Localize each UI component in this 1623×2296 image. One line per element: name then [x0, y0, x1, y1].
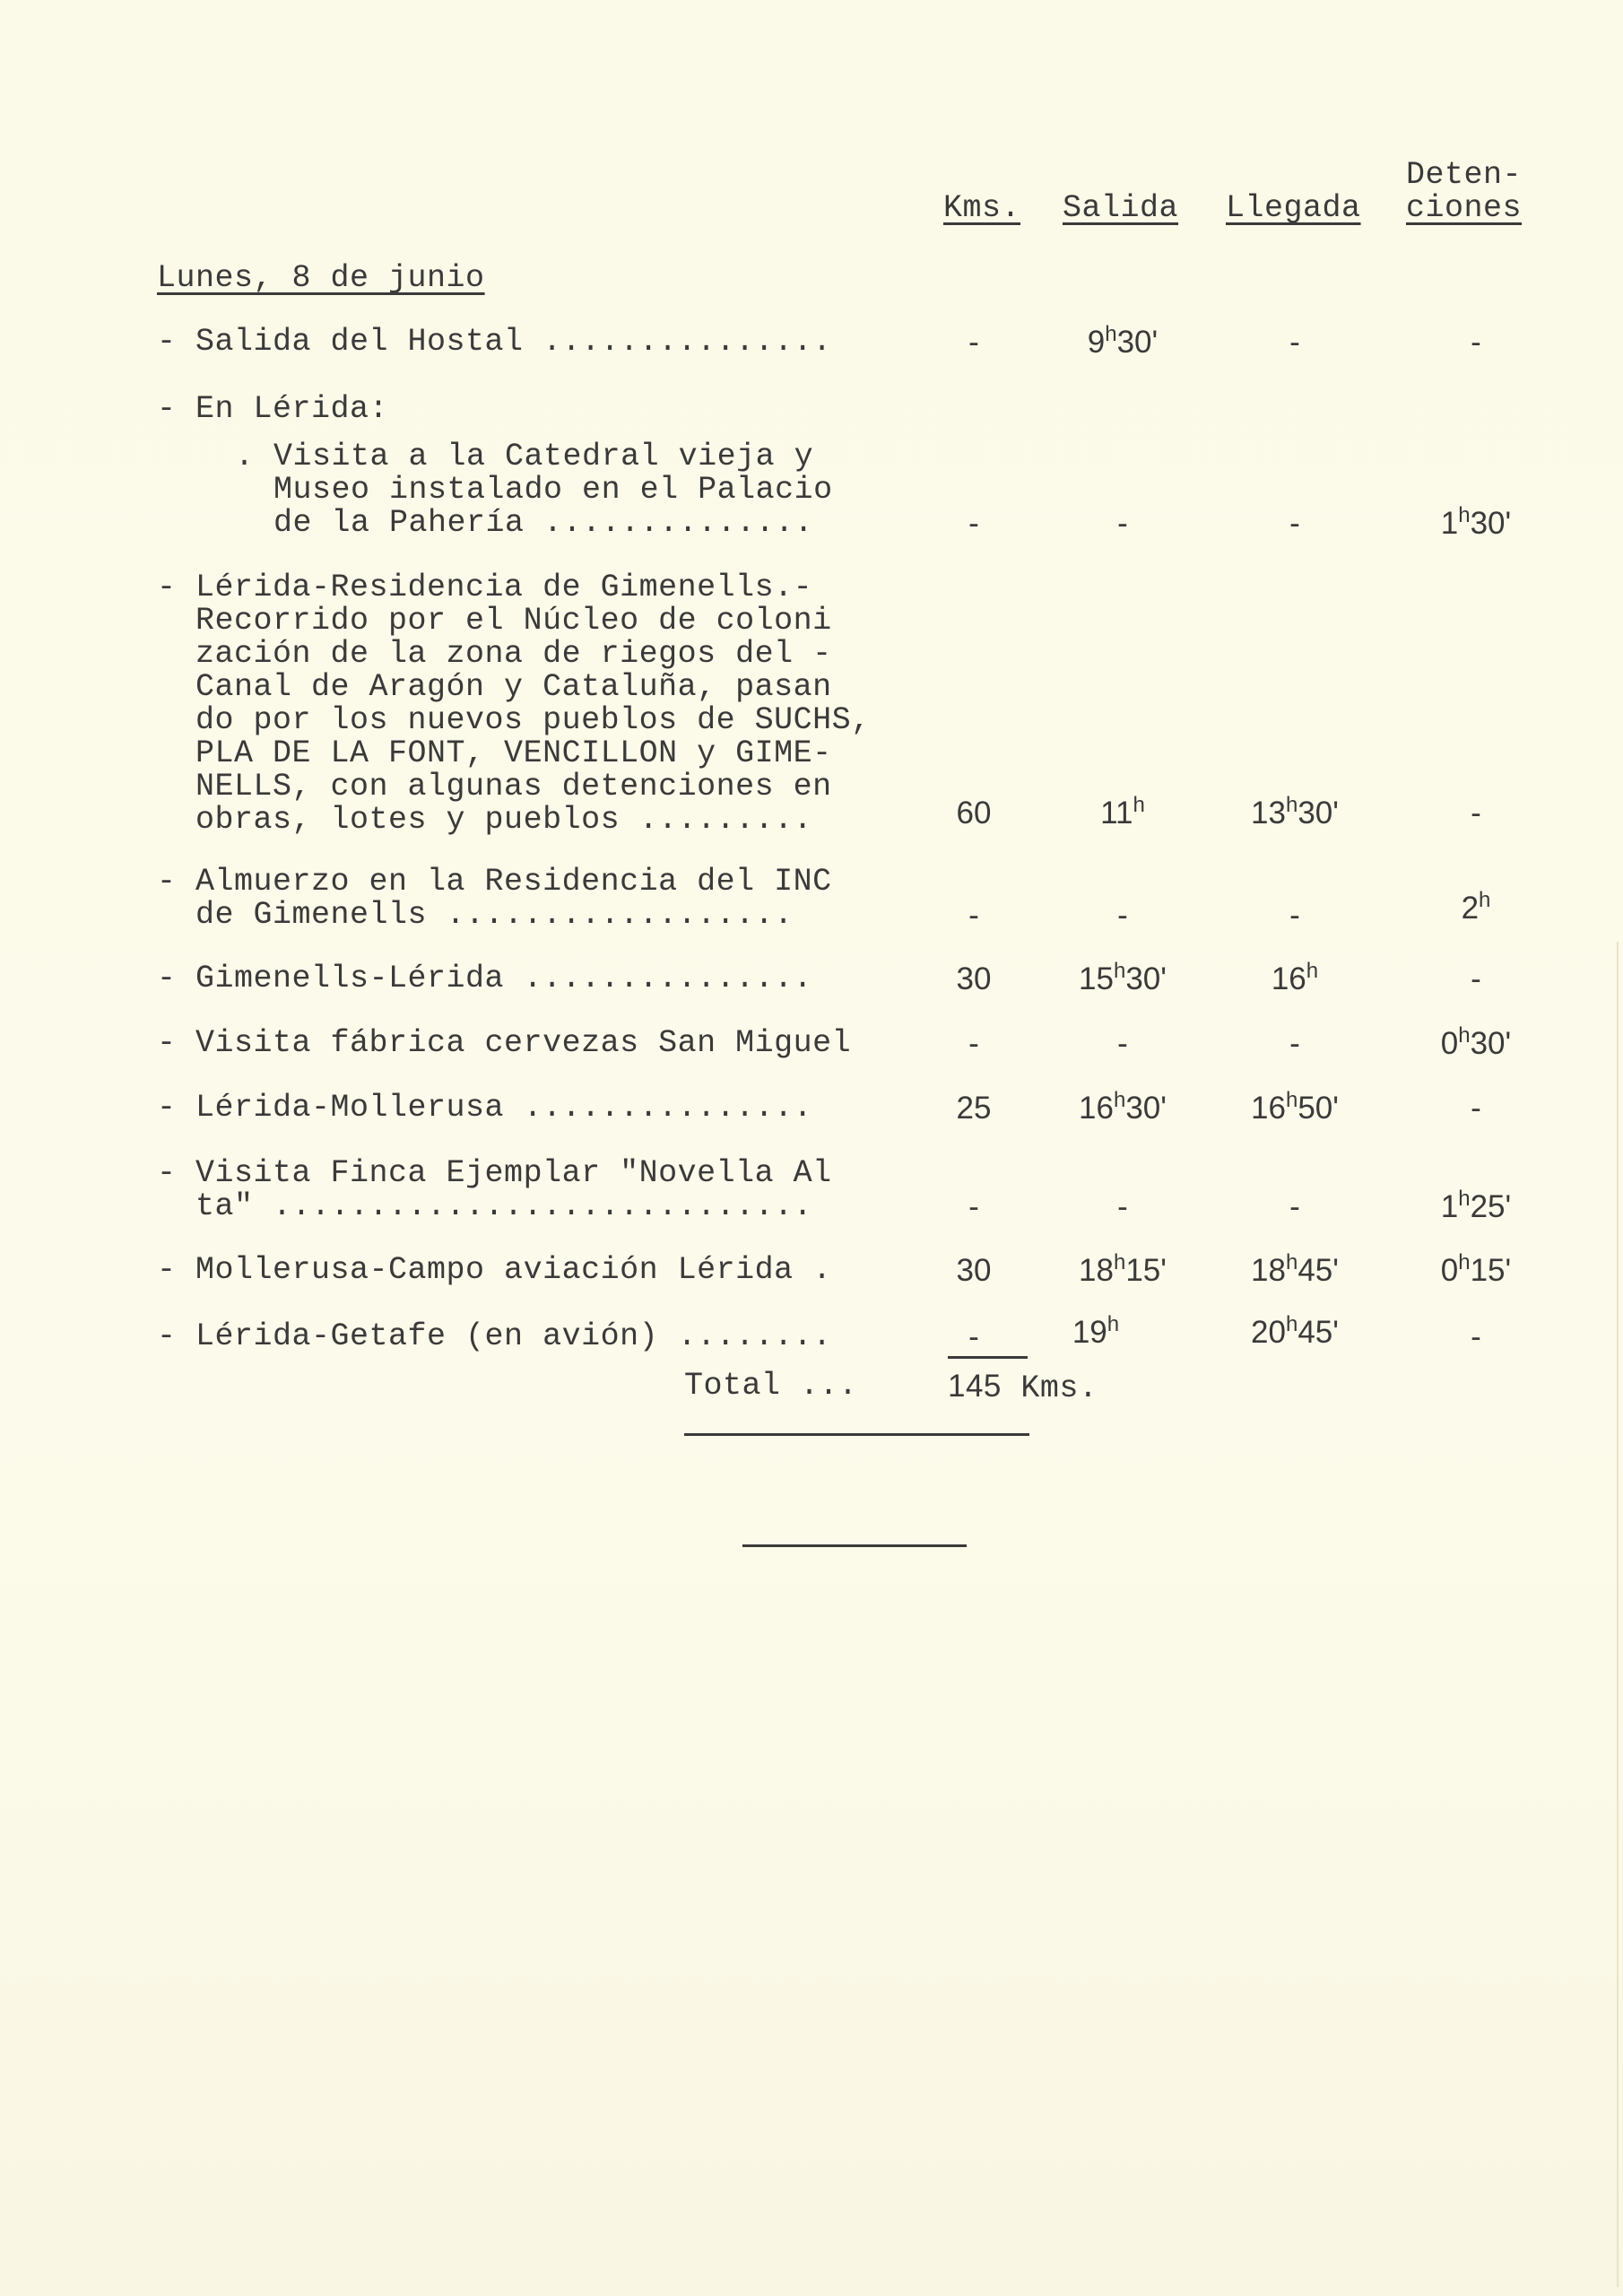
salida-value: -	[1117, 1189, 1128, 1224]
llegada-value: -	[1289, 1189, 1300, 1224]
total-label: Total ...	[684, 1368, 858, 1404]
itinerary-subitem-desc: . Visita a la Catedral vieja y Museo instalado en el Palacio de la Pahería ..............	[235, 439, 833, 541]
itinerary-item-desc: - Almuerzo en la Residencia del INC de Gimenells ..................	[157, 864, 832, 933]
detenciones-value: 2$^h$	[1461, 888, 1491, 926]
itinerary-item-desc: - Visita Finca Ejemplar "Novella Al ta" ............................	[157, 1155, 832, 1224]
llegada-value: 16$^h$50'	[1251, 1088, 1339, 1126]
salida-value: -	[1117, 506, 1128, 541]
detenciones-value: -	[1471, 961, 1481, 996]
day-heading: Lunes, 8 de junio	[157, 260, 485, 296]
itinerary-item-desc: - Lérida-Getafe (en avión) ........	[157, 1318, 832, 1354]
salida-value: -	[1117, 898, 1128, 933]
detenciones-value: 1$^h$30'	[1440, 503, 1512, 541]
itinerary-item-desc: - Lérida-Mollerusa ...............	[157, 1090, 813, 1126]
page-edge-fold	[1617, 942, 1619, 2287]
kms-value: -	[968, 898, 979, 933]
kms-value: 25	[956, 1091, 992, 1126]
salida-value: 19$^h$	[1072, 1312, 1120, 1350]
kms-value: -	[968, 1319, 979, 1354]
detenciones-value: 0$^h$30'	[1440, 1023, 1512, 1061]
salida-value: 11$^h$	[1100, 793, 1145, 831]
salida-value: 18$^h$15'	[1079, 1250, 1167, 1288]
salida-value: 15$^h$30'	[1079, 959, 1167, 996]
detenciones-value: -	[1471, 325, 1481, 360]
salida-value: 9$^h$30'	[1087, 322, 1159, 360]
llegada-value: -	[1289, 325, 1300, 360]
header-detenciones-line2: ciones	[1406, 190, 1523, 226]
llegada-value: -	[1289, 1026, 1300, 1061]
kms-value: -	[968, 325, 979, 360]
kms-value: 30	[956, 1253, 992, 1288]
itinerary-item-desc: - Visita fábrica cervezas San Miguel	[157, 1025, 852, 1061]
itinerary-item-desc: - Salida del Hostal ...............	[157, 324, 832, 360]
kms-value: 60	[956, 796, 992, 831]
header-salida: Salida	[1063, 190, 1179, 226]
llegada-value: 13$^h$30'	[1251, 793, 1339, 831]
end-rule	[742, 1544, 967, 1547]
itinerary-item-desc: - Gimenells-Lérida ...............	[157, 961, 813, 996]
llegada-value: 18$^h$45'	[1251, 1250, 1339, 1288]
llegada-value: -	[1289, 898, 1300, 933]
itinerary-item-desc: - Mollerusa-Campo aviación Lérida .	[157, 1252, 832, 1288]
header-detenciones-line1: Deten-	[1406, 157, 1523, 193]
header-kms: Kms.	[943, 190, 1021, 226]
kms-value: -	[968, 1026, 979, 1061]
itinerary-item-desc: - Lérida-Residencia de Gimenells.- Recorrido por el Núcleo de coloni zación de la zona de riegos del - Canal de Aragón y Cataluña, pasan do por los nuevos pueblos de SUCHS, PLA DE LA FONT, VENCILLON y GIME- NELLS, con algunas detenciones en obras, lotes y pueblos .........	[157, 570, 871, 838]
detenciones-value: -	[1471, 796, 1481, 831]
llegada-value: 20$^h$45'	[1251, 1312, 1339, 1350]
kms-value: 30	[956, 961, 992, 996]
detenciones-value: 1$^h$25'	[1440, 1187, 1512, 1224]
llegada-value: 16$^h$	[1271, 959, 1319, 996]
detenciones-value: -	[1471, 1091, 1481, 1126]
llegada-value: -	[1289, 506, 1300, 541]
sum-rule	[948, 1356, 1028, 1359]
total-value: 145 Kms.	[948, 1369, 1098, 1406]
detenciones-value: 0$^h$15'	[1440, 1250, 1512, 1288]
salida-value: -	[1117, 1026, 1128, 1061]
salida-value: 16$^h$30'	[1079, 1088, 1167, 1126]
kms-value: -	[968, 506, 979, 541]
detenciones-value: -	[1471, 1319, 1481, 1354]
kms-value: -	[968, 1189, 979, 1224]
header-llegada: Llegada	[1226, 190, 1361, 226]
itinerary-item-desc: - En Lérida:	[157, 391, 389, 427]
total-rule	[684, 1433, 1029, 1436]
